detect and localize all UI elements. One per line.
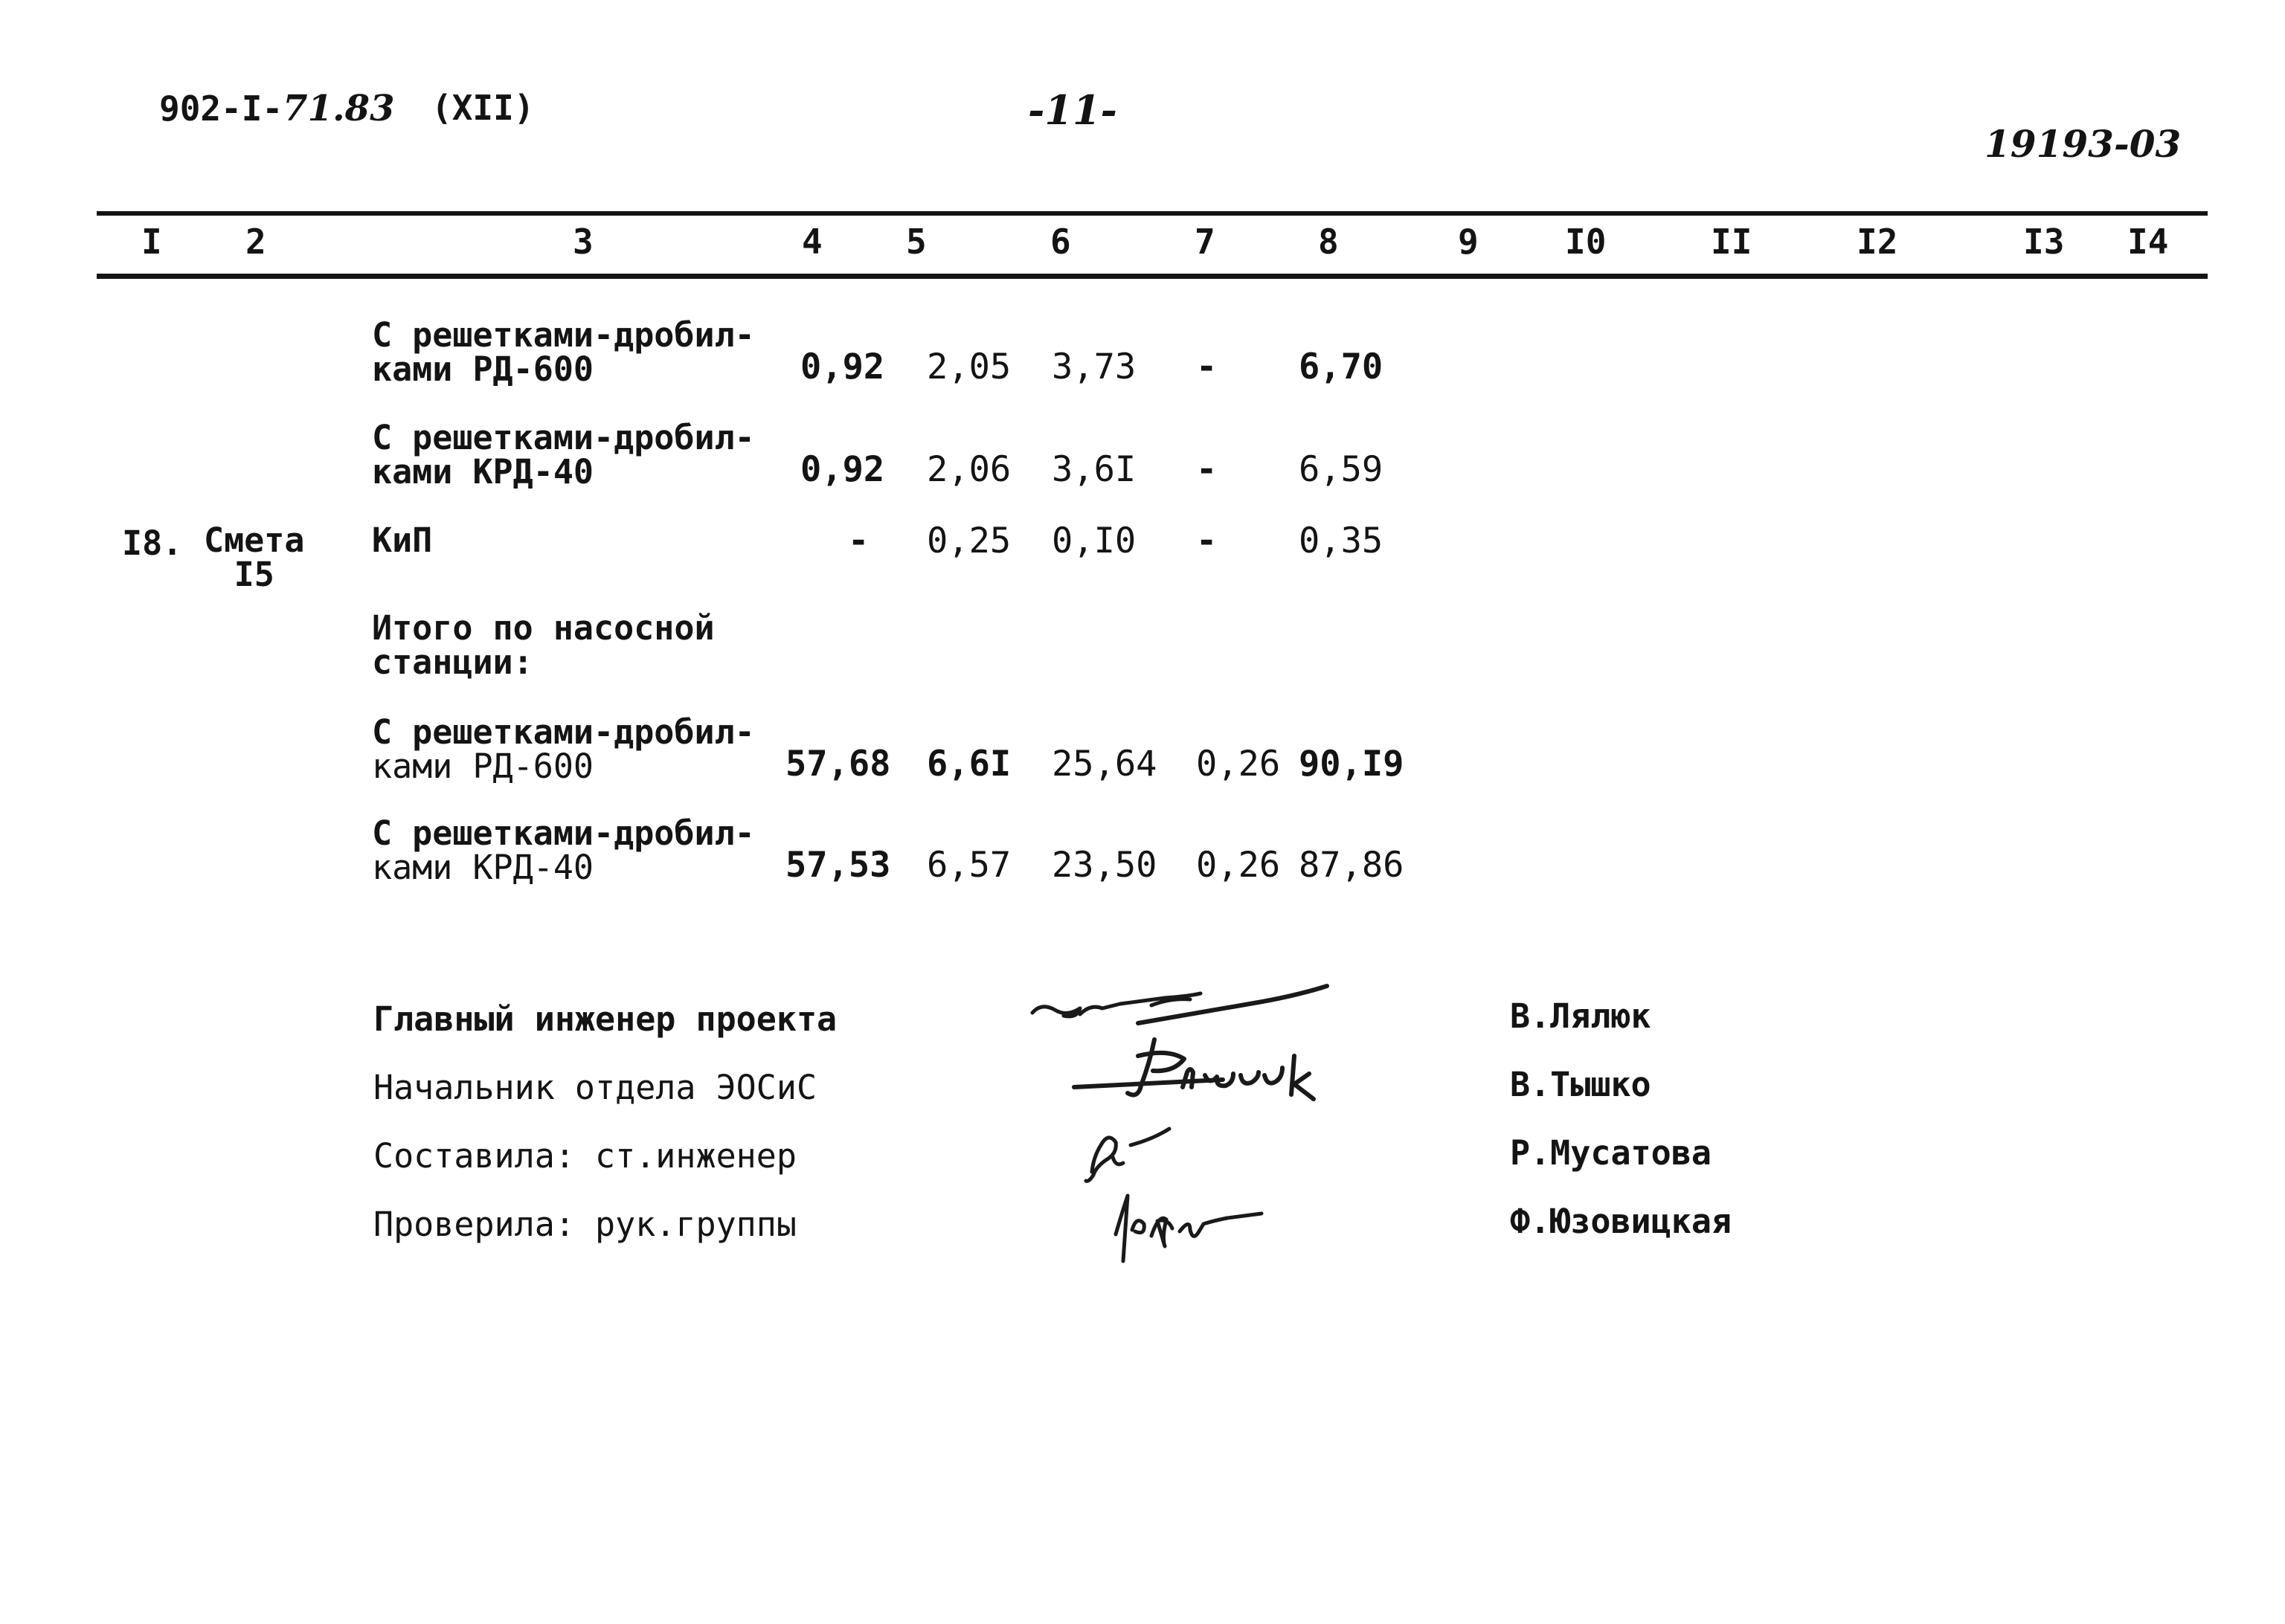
signature-checker bbox=[1116, 1196, 1262, 1261]
signatory-role: Главный инженер проекта bbox=[373, 999, 838, 1039]
page-number: -11- bbox=[1028, 86, 1117, 134]
row-number: I8. bbox=[122, 523, 183, 563]
signatory-role: Проверила: рук.группы bbox=[373, 1205, 797, 1244]
cell-col-5: 2,05 bbox=[927, 347, 1012, 387]
cell-col-4: - bbox=[848, 521, 870, 561]
cell-col-6: 3,73 bbox=[1052, 347, 1137, 387]
section-number: (XII) bbox=[431, 88, 535, 128]
column-header: 6 bbox=[1050, 222, 1071, 262]
signature-department-head bbox=[1074, 1040, 1314, 1099]
column-header: II bbox=[1711, 222, 1752, 262]
cell-col-4: 0,92 bbox=[800, 449, 885, 490]
signatory-name: Р.Мусатова bbox=[1510, 1133, 1712, 1173]
cell-col-7: - bbox=[1196, 347, 1218, 387]
row-description-line: КиП bbox=[372, 521, 433, 560]
column-header: I4 bbox=[2127, 222, 2169, 262]
column-header: I3 bbox=[2023, 222, 2065, 262]
signature-chief-engineer bbox=[1032, 986, 1327, 1023]
column-header: 8 bbox=[1318, 222, 1339, 262]
row-description-line: Итого по насосной bbox=[372, 608, 715, 648]
row-description-line: С решетками-дробил- bbox=[372, 315, 755, 355]
cell-col-5: 2,06 bbox=[927, 449, 1012, 490]
row-description-line: ками РД-600 bbox=[372, 747, 594, 786]
cell-col-5: 6,6I bbox=[927, 744, 1012, 784]
cell-col-8: 0,35 bbox=[1299, 521, 1383, 561]
row-description-line: ками КРД-40 bbox=[372, 848, 594, 887]
column-header: I bbox=[141, 222, 162, 262]
cell-col-6: 23,50 bbox=[1052, 845, 1157, 886]
row-description-line: станции: bbox=[372, 642, 533, 682]
column-header: 3 bbox=[573, 222, 594, 262]
signature-compiler bbox=[1086, 1129, 1169, 1181]
estimate-label: Смета bbox=[204, 521, 305, 560]
row-description-line: С решетками-дробил- bbox=[372, 813, 755, 853]
inventory-number: 19193-03 bbox=[1984, 122, 2182, 166]
document-code-typed: 902-I- bbox=[159, 88, 283, 129]
estimate-number: I5 bbox=[234, 555, 274, 594]
column-header: 7 bbox=[1195, 222, 1215, 262]
cell-col-8: 6,59 bbox=[1299, 449, 1383, 490]
cell-col-8: 6,70 bbox=[1299, 347, 1383, 387]
document-code-handwritten: 71.83 bbox=[283, 88, 395, 129]
signatory-role: Составила: ст.инженер bbox=[373, 1136, 797, 1176]
row-description-line: ками РД-600 bbox=[372, 349, 594, 389]
signatory-name: Ф.Юзовицкая bbox=[1510, 1202, 1732, 1241]
row-description-line: С решетками-дробил- bbox=[372, 712, 755, 752]
cell-col-4: 0,92 bbox=[800, 347, 885, 387]
cell-col-5: 0,25 bbox=[927, 521, 1012, 561]
cell-col-7: 0,26 bbox=[1196, 845, 1281, 886]
cell-col-8: 87,86 bbox=[1299, 845, 1404, 886]
column-header: 9 bbox=[1458, 222, 1479, 262]
row-description-line: ками КРД-40 bbox=[372, 452, 594, 492]
cell-col-4: 57,68 bbox=[785, 744, 891, 784]
cell-col-7: 0,26 bbox=[1196, 744, 1281, 784]
cell-col-6: 0,I0 bbox=[1052, 521, 1137, 561]
cell-col-6: 3,6I bbox=[1052, 449, 1137, 490]
column-header: I2 bbox=[1857, 222, 1898, 262]
row-description-line: С решетками-дробил- bbox=[372, 418, 755, 457]
cell-col-5: 6,57 bbox=[927, 845, 1012, 886]
signatory-name: В.Тышко bbox=[1510, 1065, 1651, 1104]
cell-col-4: 57,53 bbox=[785, 845, 891, 886]
column-header: I0 bbox=[1565, 222, 1607, 262]
signatory-role: Начальник отдела ЭОСиС bbox=[373, 1068, 817, 1107]
cell-col-7: - bbox=[1196, 449, 1218, 490]
cell-col-6: 25,64 bbox=[1052, 744, 1157, 784]
column-header: 2 bbox=[245, 222, 266, 262]
column-header: 4 bbox=[802, 222, 823, 262]
cell-col-8: 90,I9 bbox=[1299, 744, 1404, 784]
column-header: 5 bbox=[906, 222, 927, 262]
signatory-name: В.Лялюк bbox=[1510, 996, 1651, 1036]
cell-col-7: - bbox=[1196, 521, 1218, 561]
